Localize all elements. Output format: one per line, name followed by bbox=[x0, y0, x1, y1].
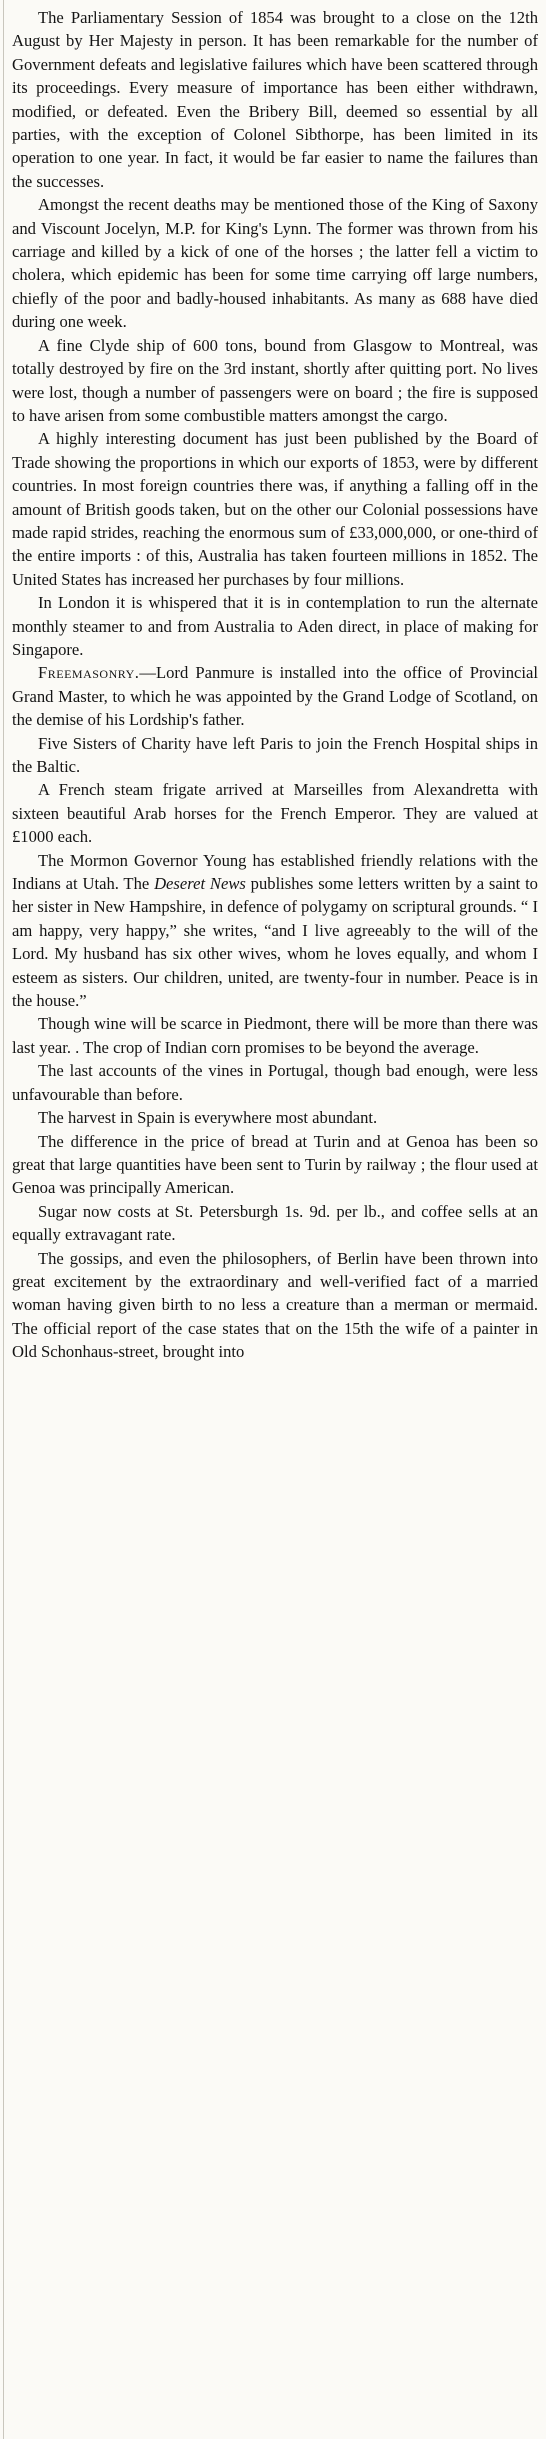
paragraph-freemasonry bbox=[12, 661, 538, 731]
paragraph-turin-bread: The difference in the price of bread at Turin and at Genoa has been so great that large quantities have been sent to Turin by railway ; the flour used at Genoa was principally American. bbox=[12, 1131, 538, 1198]
paragraph-sisters-of-charity: Five Sisters of Charity have left Paris to join the French Hospital ships in the Baltic. bbox=[12, 733, 538, 776]
freemasonry-lead: Freemasonry. bbox=[38, 663, 140, 683]
article-column bbox=[12, 6, 538, 1364]
freemasonry-body: —Lord Panmure is installed into the office of Provincial Grand Master, to which he was appointed by the Grand Lodge of Scotland, on the demise of his Lordship's father. bbox=[12, 663, 538, 730]
mormon-text-before: The Mormon Governor Young has established friendly relations with the Indians at Utah. The bbox=[12, 850, 538, 894]
paragraph-clyde-ship: A fine Clyde ship of 600 tons, bound from Glasgow to Montreal, was totally destroyed by fire on the 3rd instant, shortly after quitting port. No lives were lost, though a number of passengers were on board ; the fire is supposed to have arisen from some combustible matters amongst the cargo. bbox=[12, 335, 538, 425]
mormon-text-after: publishes some letters written by a saint to her sister in New Hampshire, in defence of polygamy on scriptural grounds. “ I am happy, very happy,” she writes, “and I live agreeably to the will of the Lord. My husband has six other wives, whom he loves equally, and whom I esteem as sisters. Our children, united, are twenty-four in number. Peace is in the house.” bbox=[12, 874, 538, 1011]
paragraph-portugal-vines: The last accounts of the vines in Portugal, though bad enough, were less unfavourable than before. bbox=[12, 1061, 538, 1104]
deseret-news-title: Deseret News bbox=[154, 874, 246, 894]
paragraph-board-of-trade: A highly interesting document has just been published by the Board of Trade showing the proportions in which our exports of 1853, were by different countries. In most foreign countries there was, if anything a falling off in the amount of British goods taken, but on the other our Colonial possessions have made rapid strides, reaching the enormous sum of £33,000,000, or one-third of the entire imports : of this, Australia has taken fourteen millions in 1852. The United States has increased her purchases by four millions. bbox=[12, 429, 538, 589]
paragraph-french-frigate: A French steam frigate arrived at Marseilles from Alexandretta with sixteen beautiful Arab horses for the French Emperor. They are valued at £1000 each. bbox=[12, 780, 538, 847]
paragraph-sugar-prices: Sugar now costs at St. Petersburgh 1s. 9d. per lb., and coffee sells at an equally extravagant rate. bbox=[12, 1201, 538, 1245]
paragraph-australia-steamer: In London it is whispered that it is in contemplation to run the alternate monthly steamer to and from Australia to Aden direct, in place of making for Singapore. bbox=[12, 593, 538, 659]
paragraph-mormon bbox=[12, 849, 538, 1013]
paragraph-parliament: The Parliamentary Session of 1854 was brought to a close on the 12th August by Her Majesty in person. It has been remarkable for the number of Government defeats and legislative failures which have been scattered through its proceedings. Every measure of importance has been either withdrawn, modified, or defeated. Even the Bribery Bill, deemed so essential by all parties, with the exception of Colonel Sibthorpe, has been limited in its operation to one year. In fact, it would be far easier to name the failures than the successes. bbox=[12, 8, 538, 191]
paragraph-spain-harvest: The harvest in Spain is everywhere most abundant. bbox=[38, 1108, 378, 1128]
paragraph-piedmont-wine: Though wine will be scarce in Piedmont, there will be more than there was last year. . The crop of Indian corn promises to be beyond the average. bbox=[12, 1014, 538, 1057]
column-rule bbox=[3, 0, 4, 2439]
paragraph-deaths: Amongst the recent deaths may be mentioned those of the King of Saxony and Viscount Jocelyn, M.P. for King's Lynn. The former was thrown from his carriage and killed by a kick of one of the horses ; the latter fell a victim to cholera, which epidemic has been for some time carrying off large numbers, chiefly of the poor and badly-housed inhabitants. As many as 688 have died during one week. bbox=[12, 195, 538, 332]
paragraph-berlin-merman: The gossips, and even the philosophers, of Berlin have been thrown into great excitement by the extraordinary and well-verified fact of a married woman having given birth to no less a creature than a merman or mermaid. The official report of the case states that on the 15th the wife of a painter in Old Schonhaus-street, brought into bbox=[12, 1248, 538, 1362]
